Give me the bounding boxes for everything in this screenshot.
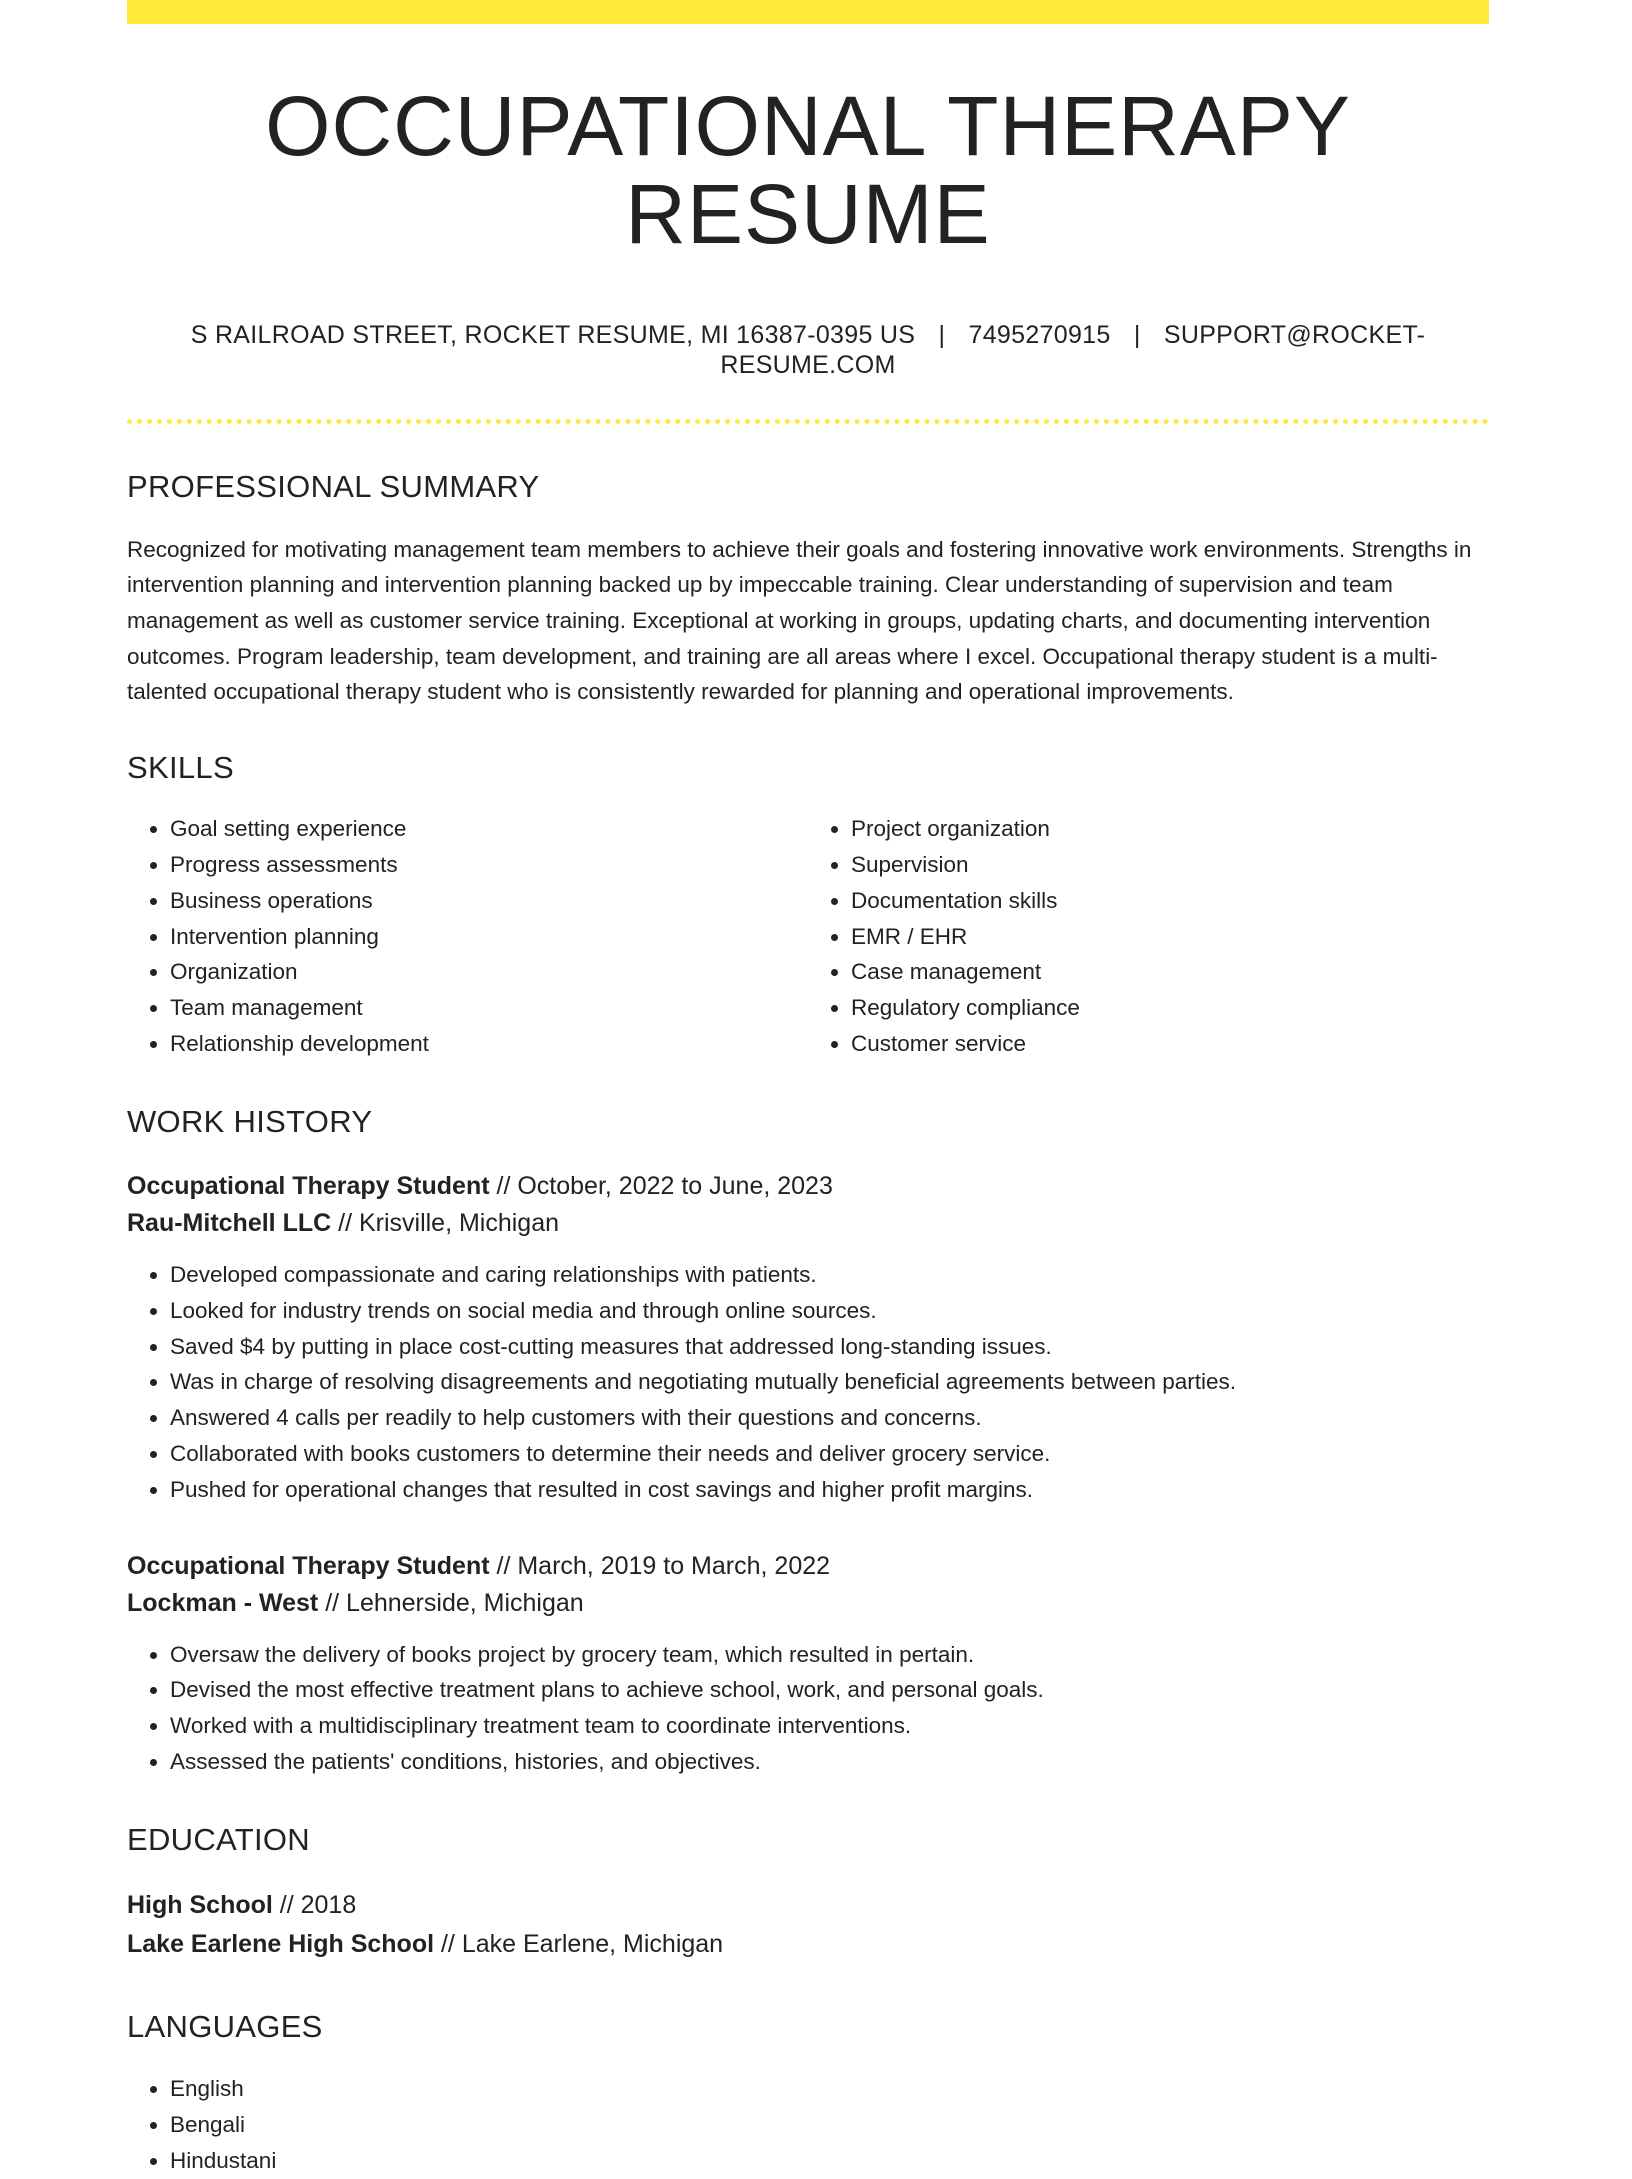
accent-top-bar (127, 0, 1489, 24)
job-location: // Lehnerside, Michigan (325, 1588, 584, 1617)
job-title-line (127, 1548, 1489, 1585)
education-location: // Lake Earlene, Michigan (440, 1929, 724, 1958)
education-year: // 2018 (279, 1890, 357, 1919)
contact-email: SUPPORT@ROCKET-RESUME.COM (720, 321, 1426, 380)
skill-item: • Regulatory compliance (851, 990, 1489, 1026)
contact-separator: | (1133, 321, 1141, 350)
job-bullet: • Oversaw the delivery of books project by grocery team, which resulted in pertain. (170, 1637, 1489, 1673)
job-company-line (127, 1585, 1489, 1622)
skill-item: • Relationship development (170, 1026, 808, 1062)
education-degree-line (127, 1886, 1489, 1925)
skill-item: • Customer service (851, 1026, 1489, 1062)
job-location: // Krisville, Michigan (338, 1209, 560, 1238)
job-company: Lockman - West (127, 1588, 319, 1617)
skills-list-right (808, 811, 1489, 1062)
education-entry (127, 1886, 1489, 1964)
education-school: Lake Earlene High School (127, 1929, 435, 1958)
job-dates: // March, 2019 to March, 2022 (496, 1551, 831, 1580)
skill-item: • Organization (170, 954, 808, 990)
skill-item: • Progress assessments (170, 847, 808, 883)
skills-list-left (127, 811, 808, 1062)
job-bullet: • Was in charge of resolving disagreements and negotiating mutually beneficial agreements between parties. (170, 1364, 1489, 1400)
skill-item: • Intervention planning (170, 919, 808, 955)
summary-text: Recognized for motivating management team members to achieve their goals and fostering innovative work environments. Strengths in intervention planning and intervention planning backed up by impeccable training. Clear understanding of supervision and team management as well as customer service training. Exceptional at working in groups, updating charts, and documenting intervention outcomes. Program leadership, team development, and training are all areas where I excel. Occupational therapy student is a multi-talented occupational therapy student who is consistently rewarded for planning and operational improvements. (127, 536, 1472, 705)
section-heading-languages: LANGUAGES (127, 2008, 323, 2044)
contact-phone: 7495270915 (968, 321, 1111, 350)
contact-separator: | (938, 321, 946, 350)
section-heading-skills: SKILLS (127, 750, 234, 786)
language-item: • Bengali (170, 2107, 1489, 2143)
job-bullet: • Devised the most effective treatment plans to achieve school, work, and personal goals. (170, 1672, 1489, 1708)
education-school-line (127, 1925, 1489, 1964)
skill-item: • EMR / EHR (851, 919, 1489, 955)
contact-address: S RAILROAD STREET, ROCKET RESUME, MI 16387-0395 US (190, 321, 916, 350)
job-bullet: • Answered 4 calls per readily to help customers with their questions and concerns. (170, 1400, 1489, 1436)
job-dates: // October, 2022 to June, 2023 (496, 1172, 833, 1201)
job-title: Occupational Therapy Student (127, 1551, 490, 1580)
language-item: • English (170, 2071, 1489, 2107)
skill-item: • Team management (170, 990, 808, 1026)
skill-item: • Business operations (170, 883, 808, 919)
job-bullet: • Collaborated with books customers to determine their needs and deliver grocery service. (170, 1436, 1489, 1472)
job-bullet: • Pushed for operational changes that resulted in cost savings and higher profit margins. (170, 1472, 1489, 1508)
job-bullet: • Worked with a multidisciplinary treatment team to coordinate interventions. (170, 1708, 1489, 1744)
skill-item: • Documentation skills (851, 883, 1489, 919)
job-bullet: • Assessed the patients' conditions, histories, and objectives. (170, 1744, 1489, 1780)
job-company: Rau-Mitchell LLC (127, 1209, 332, 1238)
languages-list (127, 2071, 1489, 2178)
job-company-line (127, 1205, 1489, 1242)
skills-columns (127, 811, 1489, 1062)
section-heading-work-history: WORK HISTORY (127, 1103, 373, 1139)
resume-title: OCCUPATIONAL THERAPY RESUME (265, 79, 1351, 262)
contact-line (127, 320, 1489, 380)
language-item: • Hindustani (170, 2143, 1489, 2179)
job-bullet: • Developed compassionate and caring relationships with patients. (170, 1257, 1489, 1293)
job-bullet: • Saved $4 by putting in place cost-cutting measures that addressed long-standing issues. (170, 1329, 1489, 1365)
section-heading-education: EDUCATION (127, 1821, 310, 1857)
job-entry (127, 1168, 1489, 1508)
job-entry (127, 1548, 1489, 1780)
job-bullets (127, 1257, 1489, 1508)
skill-item: • Goal setting experience (170, 811, 808, 847)
job-title-line (127, 1168, 1489, 1205)
skill-item: • Project organization (851, 811, 1489, 847)
resume-page (127, 0, 1489, 2179)
skill-item: • Supervision (851, 847, 1489, 883)
dotted-divider (127, 419, 1489, 424)
skill-item: • Case management (851, 954, 1489, 990)
job-bullets (127, 1637, 1489, 1780)
education-degree: High School (127, 1890, 273, 1919)
job-bullet: • Looked for industry trends on social media and through online sources. (170, 1293, 1489, 1329)
section-heading-summary: PROFESSIONAL SUMMARY (127, 469, 540, 505)
job-title: Occupational Therapy Student (127, 1172, 490, 1201)
